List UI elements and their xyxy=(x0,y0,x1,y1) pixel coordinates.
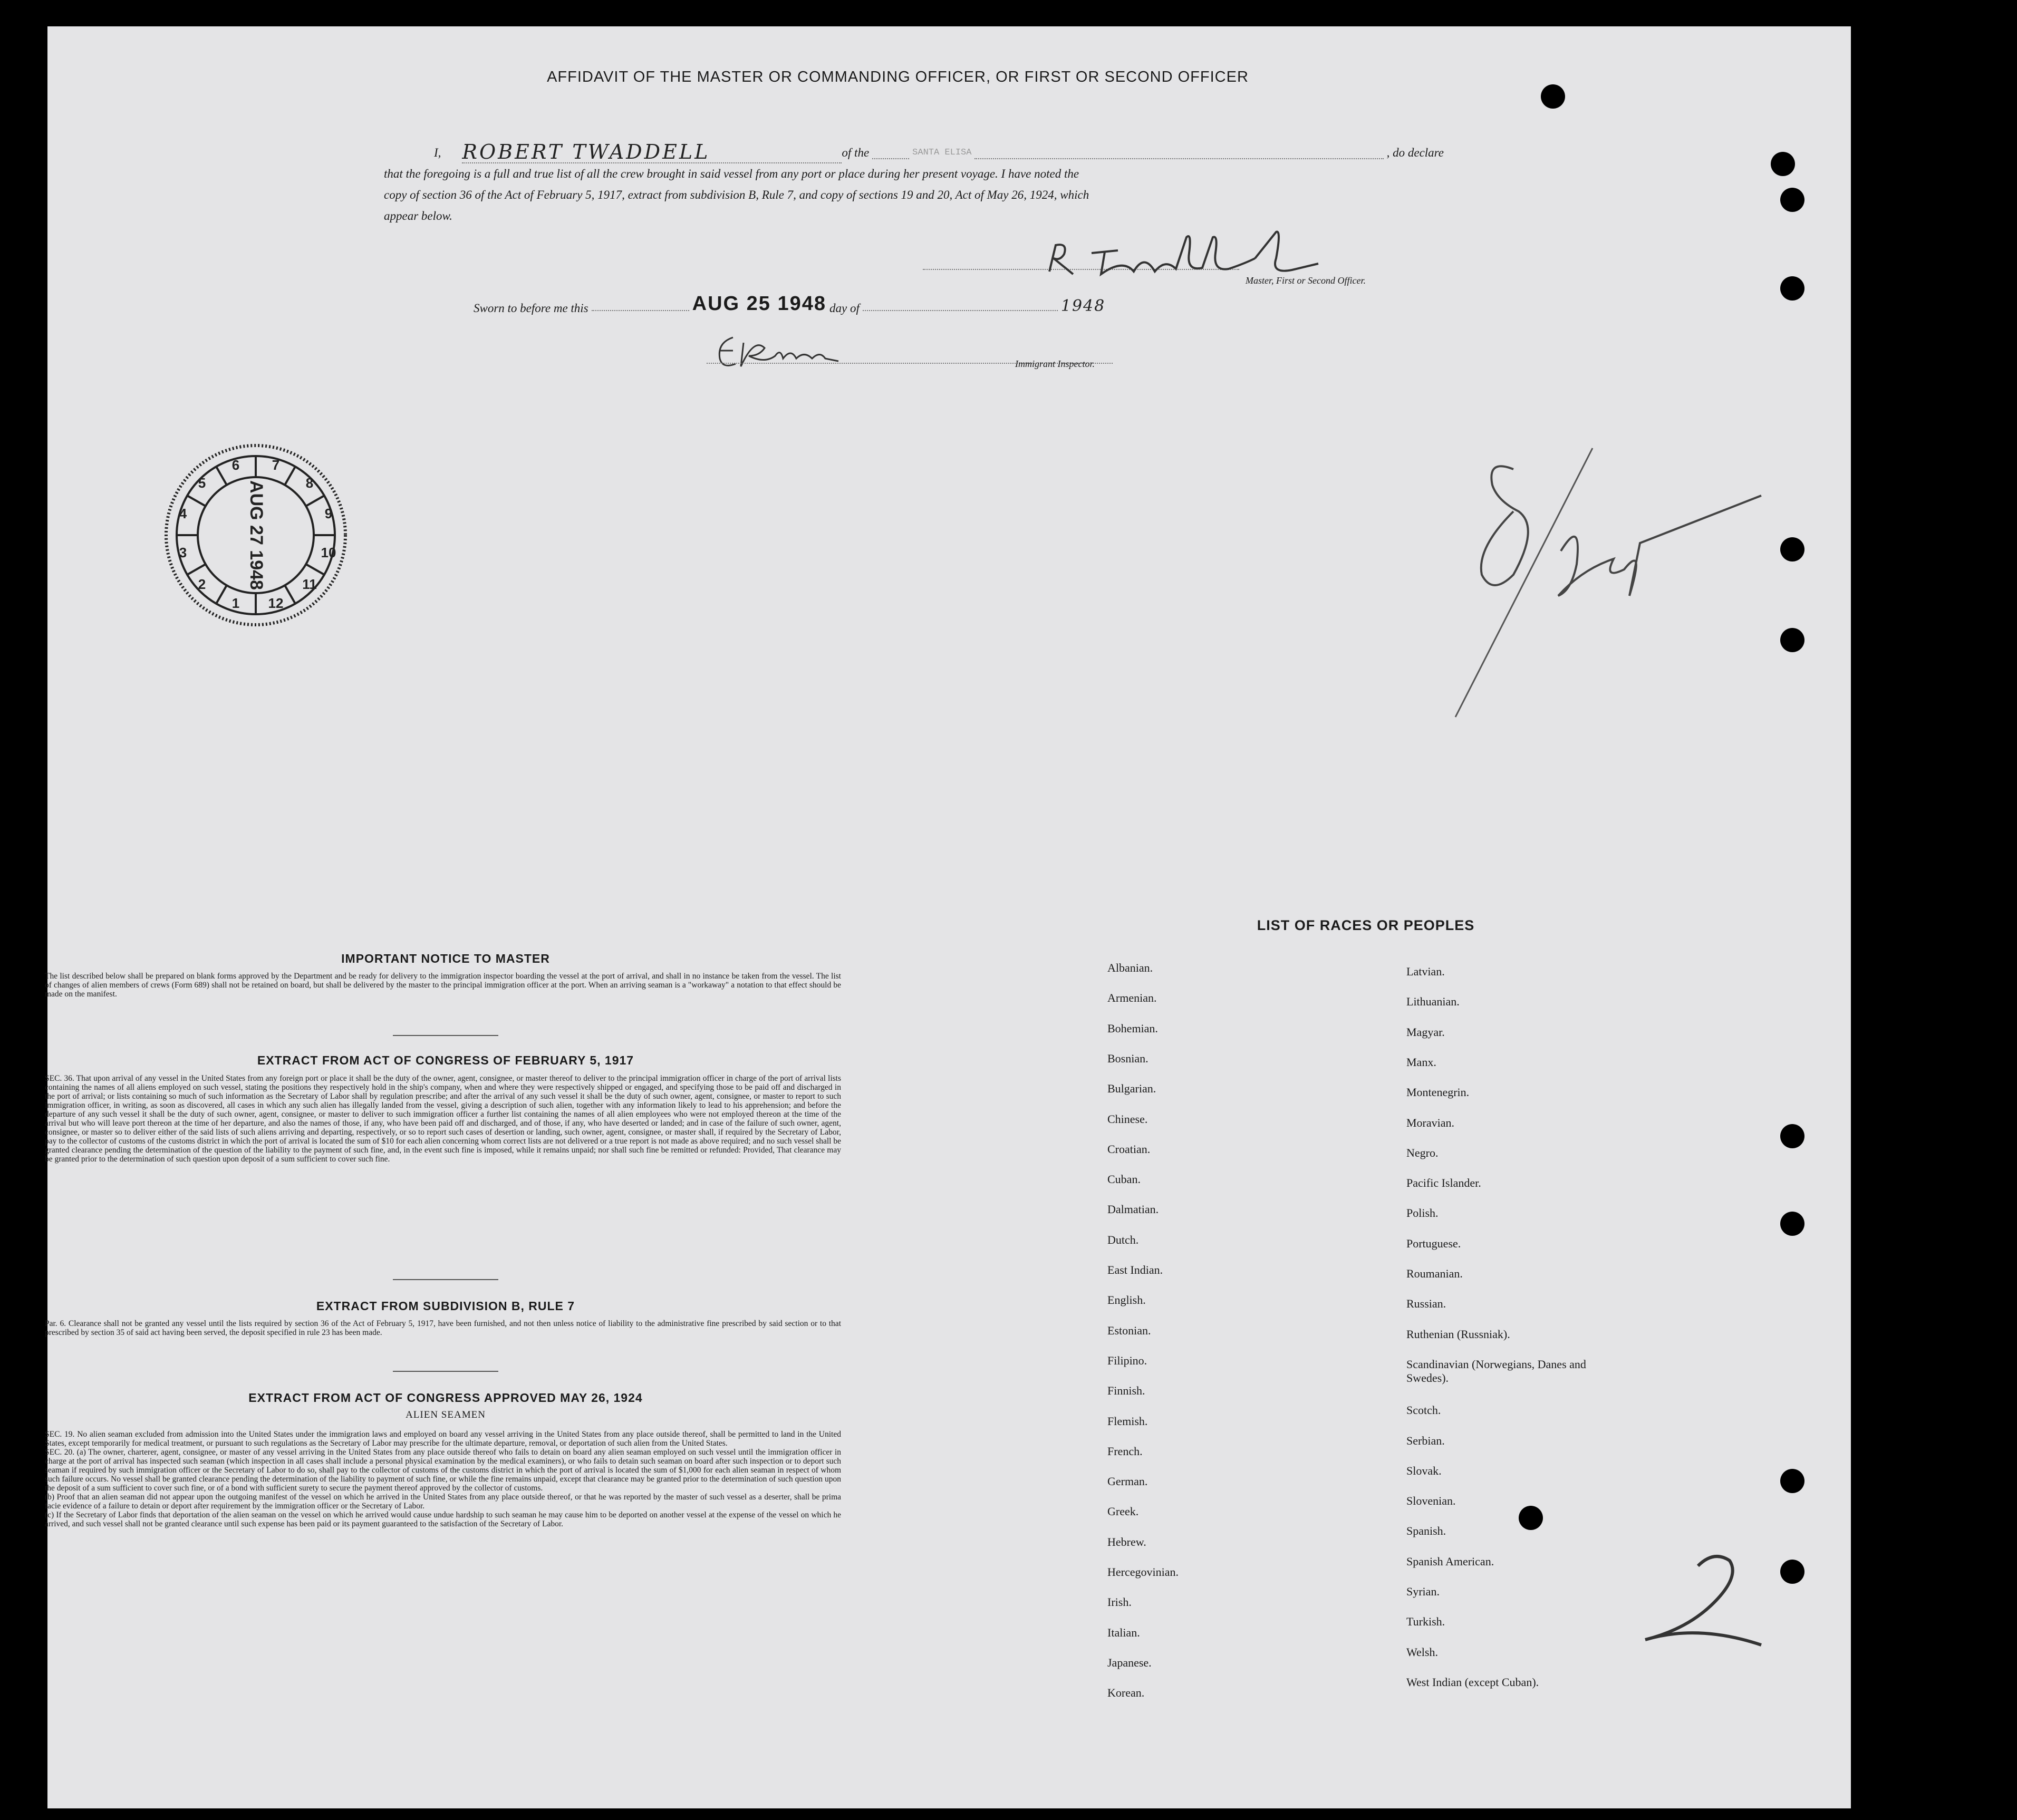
race-item: Albanian. xyxy=(1107,961,1153,974)
race-item: Chinese. xyxy=(1107,1112,1148,1126)
race-item: German. xyxy=(1107,1475,1148,1488)
declaration-line-3: copy of section 36 of the Act of February 5, 1917, extract from subdivision B, Rule 7, and copy of sections 19 and 20, Act of May 26, 1924, which xyxy=(384,188,1089,201)
race-item: Scotch. xyxy=(1406,1403,1441,1417)
races-heading: LIST OF RACES OR PEOPLES xyxy=(1257,917,1475,933)
race-item: Magyar. xyxy=(1406,1025,1445,1039)
race-item: Syrian. xyxy=(1406,1585,1440,1598)
race-item: Hercegovinian. xyxy=(1107,1565,1179,1579)
race-item: Portuguese. xyxy=(1406,1236,1461,1250)
stamp-ring-number: 4 xyxy=(179,506,187,521)
race-item: Serbian. xyxy=(1406,1434,1445,1447)
punch-hole xyxy=(1780,1212,1804,1236)
divider xyxy=(393,1371,498,1372)
punch-hole xyxy=(1519,1506,1543,1530)
stamp-ring-number: 11 xyxy=(302,576,317,592)
divider xyxy=(393,1279,498,1280)
punch-hole xyxy=(1780,1469,1804,1493)
extract-1924-subheading: ALIEN SEAMEN xyxy=(406,1409,486,1420)
sworn-date-stamp: AUG 25 1948 xyxy=(692,293,827,315)
race-item: Slovak. xyxy=(1406,1464,1442,1477)
race-item: Hebrew. xyxy=(1107,1535,1146,1548)
race-item: Welsh. xyxy=(1406,1645,1438,1659)
punch-hole xyxy=(1771,152,1795,176)
handwritten-page-number xyxy=(1635,1545,1767,1650)
race-item: Roumanian. xyxy=(1406,1267,1463,1280)
sworn-line xyxy=(474,293,1133,315)
stamp-ring-number: 12 xyxy=(268,595,284,611)
signature-caption: Master, First or Second Officer. xyxy=(1246,275,1366,286)
divider xyxy=(393,1035,498,1036)
master-name: ROBERT TWADDELL xyxy=(462,141,842,163)
race-item: Scandinavian (Norwegians, Danes and Swedes). xyxy=(1406,1357,1586,1385)
stamp-ring-number: 5 xyxy=(198,475,206,491)
race-item: Russian. xyxy=(1406,1297,1446,1311)
declaration-line-4: appear below. xyxy=(384,209,452,222)
race-item: Ruthenian (Russniak). xyxy=(1406,1327,1510,1341)
race-item: French. xyxy=(1107,1444,1143,1458)
declaration-block xyxy=(384,142,1444,227)
race-item: Manx. xyxy=(1406,1055,1436,1069)
section-19-text: SEC. 19. No alien seaman excluded from admission into the United States under the immigration laws and employed on board any vessel arriving in the United States from any place outside thereof, shall be permitted to land in the United States, except temporarily for medical treatment, or pursuant to such regulations as the Secretary of Labor may prescribe for the ultimate departure, removal, or deportation of such alien from the United States. xyxy=(45,1430,841,1448)
punch-hole xyxy=(1780,1124,1804,1148)
extract-rule7-text: Par. 6. Clearance shall not be granted any vessel until the lists required by section 36 of the Act of February 5, 1917, have been furnished, and not then unless notice of liability to the administrative fine prescribed by said section or to that prescribed by section 35 of said act having been served, the deposit specified in rule 23 has been made. xyxy=(45,1319,841,1337)
sworn-label: Sworn to before me this xyxy=(474,302,588,315)
race-item: Dalmatian. xyxy=(1107,1203,1159,1216)
stamp-ring-number: 7 xyxy=(272,457,280,473)
stamp-date: AUG 27 1948 xyxy=(246,480,266,590)
race-item: Bosnian. xyxy=(1107,1051,1149,1065)
stamp-ring-number: 2 xyxy=(198,576,206,592)
extract-rule7-heading: EXTRACT FROM SUBDIVISION B, RULE 7 xyxy=(316,1299,575,1313)
race-item: Filipino. xyxy=(1107,1353,1147,1367)
race-item: Dutch. xyxy=(1107,1233,1139,1246)
race-item: Latvian. xyxy=(1406,965,1445,978)
affidavit-title: AFFIDAVIT OF THE MASTER OR COMMANDING OFFICER, OR FIRST OR SECOND OFFICER xyxy=(547,69,1249,85)
race-item: Cuban. xyxy=(1107,1173,1141,1186)
stamp-ring-number: 9 xyxy=(324,506,333,521)
punch-hole xyxy=(1780,276,1804,301)
race-item: Italian. xyxy=(1107,1625,1140,1639)
race-item: Pacific Islander. xyxy=(1406,1176,1481,1190)
inspector-signature xyxy=(712,327,870,380)
do-declare-label: , do declare xyxy=(1386,146,1444,159)
race-item: Slovenian. xyxy=(1406,1494,1456,1508)
stamp-ring-number: 1 xyxy=(231,595,240,611)
race-item: Turkish. xyxy=(1406,1615,1445,1629)
of-the-label: of the xyxy=(842,146,870,159)
race-item: Negro. xyxy=(1406,1146,1439,1159)
race-item: Greek. xyxy=(1107,1505,1139,1518)
race-item: Estonian. xyxy=(1107,1323,1151,1337)
race-item: Bulgarian. xyxy=(1107,1082,1156,1096)
race-item: West Indian (except Cuban). xyxy=(1406,1675,1539,1689)
extract-1917-text: SEC. 36. That upon arrival of any vessel in the United States from any foreign port or place it shall be the duty of the owner, agent, consignee, or master thereof to deliver to the principal immigration officer in charge of the port of arrival lists containing the names of all aliens employed on such vessel, stating the positions they respectively hold in the ship's company, when and where they were respectively shipped or engaged, and specifying those to be paid off and discharged in the port of arrival; or lists containing so much of such information as the Secretary of Labor shall by regulation prescribe; and after the arrival of any such vessel it shall be the duty of such owner, agent, consignee, or master to report to such immigration officer, in writing, as soon as discovered, all cases in which any such alien has illegally landed from the vessel, giving a description of such alien, together with any information likely to lead to his apprehension; and before the departure of any such vessel it shall be the duty of such owner, agent, consignee, or master to deliver to such immigration officer a further list containing the names of all alien employees who were not employed thereon at the time of the arrival but who will leave port thereon at the time of her departure, and also the names of those, if any, who have been paid off and discharged, and of those, if any, who have deserted or landed; and in case of the failure of such owner, agent, consignee, or master so to deliver either of the said lists of such aliens arriving and departing, respectively, or so to report such cases of desertion or landing, such owner, agent, consignee, or master shall, if required by the Secretary of Labor, pay to the collector of customs of the customs district in which the port of arrival is located the sum of $10 for each alien concerning whom correct lists are not delivered or a true report is not made as above required; and no such vessel shall be granted clearance pending the determination of the question of the liability to the payment of such fine, and, in the event such fine is imposed, while it remains unpaid; nor shall such fine be remitted or refunded: Provided, That clearance may be granted prior to the determination of such question upon deposit of a sum sufficient to cover such fine. xyxy=(45,1074,841,1164)
handwritten-date-note xyxy=(1445,438,1782,722)
stamp-ring-number: 8 xyxy=(305,475,314,491)
punch-hole xyxy=(1780,628,1804,652)
sworn-year: 1948 xyxy=(1060,297,1106,315)
punch-hole xyxy=(1780,537,1804,562)
round-date-stamp xyxy=(161,440,351,630)
race-item: English. xyxy=(1107,1293,1146,1307)
extract-1924-sections xyxy=(45,1430,841,1528)
vessel-name: SANTA ELISA xyxy=(912,148,972,158)
race-item: Montenegrin. xyxy=(1406,1086,1470,1099)
day-of-label: day of xyxy=(829,302,860,315)
notice-heading: IMPORTANT NOTICE TO MASTER xyxy=(341,952,550,965)
race-item: Polish. xyxy=(1406,1206,1439,1220)
section-20a-text: SEC. 20. (a) The owner, charterer, agent, consignee, or master of any vessel arriving in the United States from any place outside thereof who fails to detain on board any alien seaman employed on such vessel until the immigration officer in charge at the port of arrival has inspected such seaman (which inspection in all cases shall include a personal physical examination by the medical examiners), or who fails to detain such seaman on board after such inspection or to deport such seaman if required by such immigration officer or the Secretary of Labor to do so, shall pay to the collector of customs of the customs district in which the port of arrival is located the sum of $1,000 for each alien seaman in respect of whom such failure occurs. No vessel shall be granted clearance pending the determination of the liability to payment of such fine, or while the fine remains unpaid, except that clearance may be granted prior to the determination of such question upon the deposit of a sum sufficient to cover such fine, or of a bond with sufficient surety to secure the payment thereof approved by the collector of customs. xyxy=(45,1448,841,1493)
punch-hole xyxy=(1541,84,1565,109)
race-item: Finnish. xyxy=(1107,1384,1145,1398)
extract-1917-heading: EXTRACT FROM ACT OF CONGRESS OF FEBRUARY 5, 1917 xyxy=(257,1053,634,1067)
section-20c-text: (c) If the Secretary of Labor finds that deportation of the alien seaman on the vessel on which he arrived would cause undue hardship to such seaman he may cause him to be deported on another vessel at the expense of the vessel on which he arrived, and such vessel shall not be granted clearance until such expense has been paid or its payment guaranteed to the satisfaction of the Secretary of Labor. xyxy=(45,1511,841,1528)
race-item: Bohemian. xyxy=(1107,1021,1158,1035)
notice-text: The list described below shall be prepared on blank forms approved by the Department and be ready for delivery to the immigration inspector boarding the vessel at the port of arrival, and shall in no instance be taken from the vessel. The list of changes of alien members of crews (Form 689) shall not be retained on board, but shall be delivered by the master to the principal immigration officer at the port. When an arriving seaman is a "workaway" a notation to that effect should be made on the manifest. xyxy=(45,972,841,999)
punch-hole xyxy=(1780,1560,1804,1584)
race-item: Irish. xyxy=(1107,1595,1132,1609)
stamp-ring-number: 6 xyxy=(231,457,240,473)
race-item: East Indian. xyxy=(1107,1263,1163,1276)
declaration-line-2: that the foregoing is a full and true list of all the crew brought in said vessel from any port or place during her present voyage. I have noted the xyxy=(384,167,1079,180)
i-label: I, xyxy=(434,146,441,159)
inspector-caption: Immigrant Inspector. xyxy=(1015,359,1095,369)
race-item: Korean. xyxy=(1107,1686,1145,1700)
race-item: Japanese. xyxy=(1107,1656,1152,1669)
stamp-ring-number: 3 xyxy=(179,545,187,560)
race-item: Croatian. xyxy=(1107,1142,1151,1156)
race-item: Lithuanian. xyxy=(1406,995,1460,1009)
race-item: Flemish. xyxy=(1107,1414,1148,1428)
race-item: Armenian. xyxy=(1107,991,1157,1005)
punch-hole xyxy=(1780,188,1804,212)
race-item: Moravian. xyxy=(1406,1116,1455,1129)
stamp-ring-number: 10 xyxy=(321,545,336,560)
declaration-line-1 xyxy=(384,142,1444,163)
section-20b-text: (b) Proof that an alien seaman did not appear upon the outgoing manifest of the vessel on which he arrived in the United States from any place outside thereof, or that he was reported by the master of such vessel as a deserter, shall be prima facie evidence of a failure to detain or deport after requirement by the immigration officer or the Secretary of Labor. xyxy=(45,1493,841,1511)
extract-1924-heading: EXTRACT FROM ACT OF CONGRESS APPROVED MAY 26, 1924 xyxy=(248,1391,643,1405)
race-item: Spanish. xyxy=(1406,1524,1446,1538)
race-item: Spanish American. xyxy=(1406,1554,1494,1568)
